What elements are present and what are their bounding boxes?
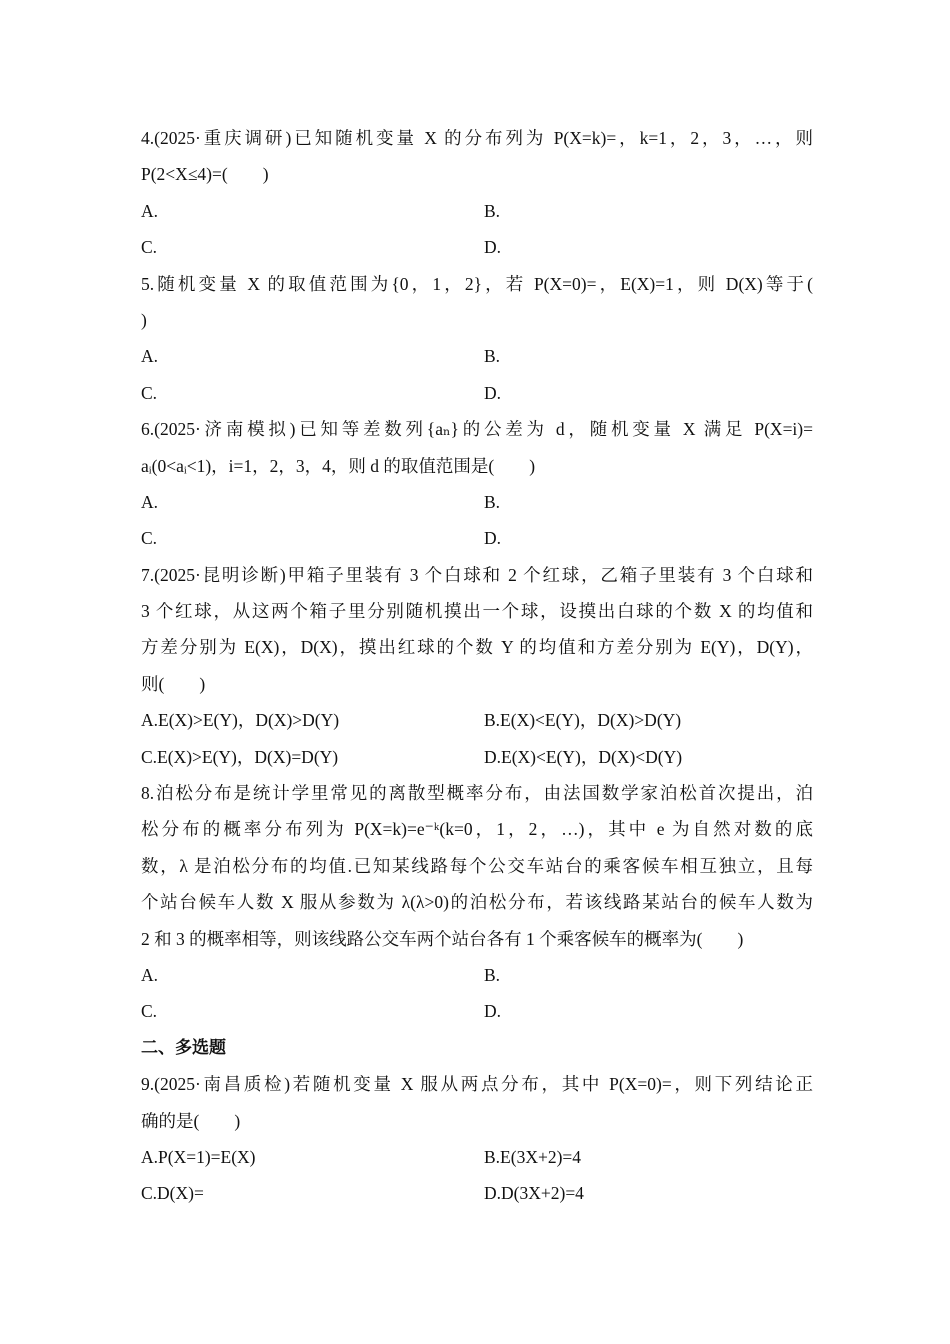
q9-options-row2 [141, 1179, 813, 1215]
q4-stem-line2: P(2<X≤4)=( ) [141, 164, 269, 185]
q7-option-c: C.E(X)>E(Y)，D(X)=D(Y) [141, 746, 339, 767]
q5-options-row2 [141, 379, 813, 415]
q8-stem-line2: 松分布的概率分布列为 P(X=k)=e⁻ᵏ(k=0，1，2，…)，其中 e 为自然对数的底 [141, 819, 813, 840]
q8-option-d: D. [484, 1001, 502, 1022]
q4-option-b: B. [484, 200, 501, 221]
q6-option-b: B. [484, 491, 501, 512]
q7-stem-line3: 方差分别为 E(X)，D(X)，摸出红球的个数 Y 的均值和方差分别为 E(Y)，D(Y)， [141, 637, 813, 658]
q9-option-b: B.E(3X+2)=4 [484, 1146, 582, 1167]
q6-stem-line1: 6.(2025·济南模拟)已知等差数列{aₙ}的公差为 d，随机变量 X 满足 P(X=i)= [141, 419, 813, 440]
q7-option-b: B.E(X)<E(Y)，D(X)>D(Y) [484, 710, 682, 731]
q7-options-row2 [141, 743, 813, 779]
q8-option-a: A. [141, 964, 159, 985]
q9-stem-line2: 确的是( ) [141, 1110, 241, 1131]
q7-stem-line2: 3 个红球，从这两个箱子里分别随机摸出一个球，设摸出白球的个数 X 的均值和 [141, 601, 813, 622]
q9-stem-line1: 9.(2025·南昌质检)若随机变量 X 服从两点分布，其中 P(X=0)=，则下列结论正 [141, 1074, 813, 1095]
q6-option-d: D. [484, 528, 502, 549]
q4-option-c: C. [141, 237, 158, 258]
q7-option-a: A.E(X)>E(Y)，D(X)>D(Y) [141, 710, 340, 731]
q4-stem-line1: 4.(2025·重庆调研)已知随机变量 X 的分布列为 P(X=k)=，k=1，2，3，…，则 [141, 128, 813, 148]
q5-option-c: C. [141, 382, 158, 403]
q4-options-row2 [141, 233, 813, 269]
q4-options-row1 [141, 197, 813, 233]
q6-stem-line2: aᵢ(0<aᵢ<1)，i=1，2，3，4，则 d 的取值范围是( ) [141, 455, 536, 476]
q6-option-c: C. [141, 528, 158, 549]
document-body [141, 124, 813, 1216]
q9-option-c: C.D(X)= [141, 1183, 204, 1204]
q8-option-b: B. [484, 964, 501, 985]
q7-stem-line1: 7.(2025·昆明诊断)甲箱子里装有 3 个白球和 2 个红球，乙箱子里装有 3 个白球和 [141, 564, 813, 585]
q5-stem-line2: ) [141, 309, 147, 330]
q5-option-a: A. [141, 346, 159, 367]
q7-options-row1 [141, 706, 813, 742]
q5-option-d: D. [484, 382, 502, 403]
section-heading-multiple-choice: 二、多选题 [141, 1037, 226, 1058]
q9-option-d: D.D(3X+2)=4 [484, 1183, 584, 1204]
q8-stem-line5: 2 和 3 的概率相等，则该线路公交车两个站台各有 1 个乘客候车的概率为( ) [141, 928, 744, 949]
q6-option-a: A. [141, 491, 159, 512]
q8-stem-line3: 数，λ 是泊松分布的均值.已知某线路每个公交车站台的乘客候车相互独立，且每 [141, 855, 813, 876]
q5-stem-line1: 5.随机变量 X 的取值范围为{0，1，2}，若 P(X=0)=，E(X)=1，则 D(X)等于( [141, 273, 813, 294]
q9-options-row1 [141, 1143, 813, 1179]
q7-stem-line4: 则( ) [141, 673, 206, 694]
q8-stem-line4: 个站台候车人数 X 服从参数为 λ(λ>0)的泊松分布，若该线路某站台的候车人数为 [141, 892, 813, 913]
q7-option-d: D.E(X)<E(Y)，D(X)<D(Y) [484, 746, 683, 767]
q5-option-b: B. [484, 346, 501, 367]
q8-stem-line1: 8.泊松分布是统计学里常见的离散型概率分布，由法国数学家泊松首次提出，泊 [141, 783, 813, 804]
q6-options-row1 [141, 488, 813, 524]
q4-option-d: D. [484, 237, 502, 258]
q8-options-row1 [141, 961, 813, 997]
q6-options-row2 [141, 524, 813, 560]
q5-options-row1 [141, 342, 813, 378]
q8-option-c: C. [141, 1001, 158, 1022]
q9-option-a: A.P(X=1)=E(X) [141, 1146, 256, 1167]
q8-options-row2 [141, 997, 813, 1033]
q4-option-a: A. [141, 200, 159, 221]
